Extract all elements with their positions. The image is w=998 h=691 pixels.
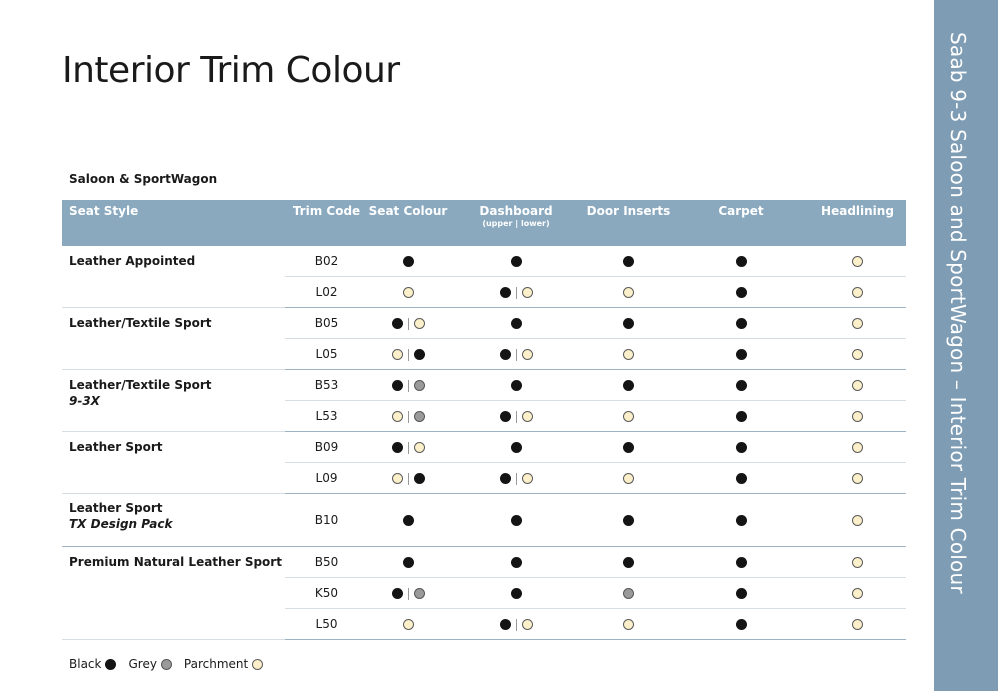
seat-colour-cell <box>368 432 448 463</box>
headlining-cell <box>809 547 906 578</box>
grey-dot-icon <box>414 411 425 422</box>
seat-style-cell <box>62 547 285 640</box>
carpet-cell <box>673 547 809 578</box>
seat-style-cell <box>62 494 285 547</box>
carpet-cell <box>673 609 809 640</box>
parchment-dot-icon <box>852 588 863 599</box>
parchment-dot-icon <box>852 380 863 391</box>
black-dot-icon <box>736 287 747 298</box>
headlining-cell <box>809 308 906 339</box>
seat-style-cell <box>62 308 285 370</box>
dashboard-cell <box>448 547 584 578</box>
seat-colour-cell <box>368 494 448 547</box>
seat-style-cell <box>62 370 285 432</box>
header-dashboard-sub: (upper | lower) <box>482 219 550 228</box>
black-dot-icon <box>736 557 747 568</box>
parchment-dot-icon <box>852 473 863 484</box>
trim-code-cell: L50 <box>285 609 368 640</box>
door-inserts-cell <box>584 308 673 339</box>
seat-style-subtitle: TX Design Pack <box>69 517 173 531</box>
header-seat-style: Seat Style <box>62 200 285 246</box>
grey-dot-icon <box>161 659 172 670</box>
dashboard-cell <box>448 432 584 463</box>
black-dot-icon <box>392 442 403 453</box>
door-inserts-cell <box>584 609 673 640</box>
black-dot-icon <box>736 588 747 599</box>
seat-style-name: Leather Sport <box>69 440 163 454</box>
carpet-cell <box>673 578 809 609</box>
parchment-dot-icon <box>852 287 863 298</box>
grey-dot-icon <box>414 380 425 391</box>
parchment-dot-icon <box>852 411 863 422</box>
headlining-cell <box>809 246 906 277</box>
parchment-dot-icon <box>522 349 533 360</box>
carpet-cell <box>673 277 809 308</box>
trim-code-cell: B05 <box>285 308 368 339</box>
parchment-dot-icon <box>403 619 414 630</box>
table-body <box>62 246 906 640</box>
trim-code-cell: L05 <box>285 339 368 370</box>
parchment-dot-icon <box>414 442 425 453</box>
black-dot-icon <box>736 473 747 484</box>
parchment-dot-icon <box>623 473 634 484</box>
divider <box>516 411 517 423</box>
parchment-dot-icon <box>623 349 634 360</box>
parchment-dot-icon <box>392 473 403 484</box>
dashboard-cell <box>448 494 584 547</box>
parchment-dot-icon <box>522 473 533 484</box>
seat-colour-cell <box>368 401 448 432</box>
divider <box>408 588 409 600</box>
door-inserts-cell <box>584 401 673 432</box>
seat-colour-cell <box>368 578 448 609</box>
header-trim-code: Trim Code <box>285 200 368 246</box>
legend-label: Parchment <box>183 657 249 671</box>
black-dot-icon <box>511 256 522 267</box>
trim-code-cell: L02 <box>285 277 368 308</box>
header-carpet: Carpet <box>673 200 809 246</box>
black-dot-icon <box>511 515 522 526</box>
parchment-dot-icon <box>852 557 863 568</box>
table-row <box>62 547 906 578</box>
seat-colour-cell <box>368 308 448 339</box>
carpet-cell <box>673 370 809 401</box>
parchment-dot-icon <box>852 442 863 453</box>
trim-code-cell: B02 <box>285 246 368 277</box>
door-inserts-cell <box>584 463 673 494</box>
header-dashboard-label: Dashboard <box>479 204 553 218</box>
carpet-cell <box>673 494 809 547</box>
table-row <box>62 308 906 339</box>
headlining-cell <box>809 277 906 308</box>
parchment-dot-icon <box>852 318 863 329</box>
black-dot-icon <box>403 515 414 526</box>
door-inserts-cell <box>584 578 673 609</box>
legend-item <box>184 657 263 671</box>
trim-code-cell: L09 <box>285 463 368 494</box>
seat-style-cell <box>62 246 285 308</box>
black-dot-icon <box>511 318 522 329</box>
black-dot-icon <box>736 349 747 360</box>
seat-style-cell <box>62 432 285 494</box>
sidebar-title: Saab 9-3 Saloon and SportWagon – Interior Trim Colour <box>946 32 970 594</box>
trim-code-cell: B50 <box>285 547 368 578</box>
seat-style-name: Leather/Textile Sport <box>69 378 212 392</box>
divider <box>408 473 409 485</box>
grey-dot-icon <box>623 588 634 599</box>
trim-code-cell: B10 <box>285 494 368 547</box>
seat-colour-cell <box>368 370 448 401</box>
black-dot-icon <box>736 442 747 453</box>
black-dot-icon <box>736 256 747 267</box>
divider <box>408 318 409 330</box>
seat-style-name: Premium Natural Leather Sport <box>69 555 282 569</box>
black-dot-icon <box>500 619 511 630</box>
headlining-cell <box>809 370 906 401</box>
black-dot-icon <box>736 411 747 422</box>
parchment-dot-icon <box>852 256 863 267</box>
parchment-dot-icon <box>392 411 403 422</box>
legend-label: Grey <box>128 657 157 671</box>
black-dot-icon <box>623 318 634 329</box>
seat-colour-cell <box>368 339 448 370</box>
dashboard-cell <box>448 339 584 370</box>
black-dot-icon <box>623 515 634 526</box>
trim-code-cell: L53 <box>285 401 368 432</box>
dashboard-cell <box>448 463 584 494</box>
parchment-dot-icon <box>414 318 425 329</box>
divider <box>516 287 517 299</box>
black-dot-icon <box>403 256 414 267</box>
black-dot-icon <box>392 380 403 391</box>
parchment-dot-icon <box>852 349 863 360</box>
black-dot-icon <box>511 442 522 453</box>
divider <box>408 442 409 454</box>
black-dot-icon <box>414 473 425 484</box>
black-dot-icon <box>392 588 403 599</box>
carpet-cell <box>673 432 809 463</box>
table-row <box>62 370 906 401</box>
seat-style-name: Leather Appointed <box>69 254 196 268</box>
legend-item <box>128 657 171 671</box>
seat-colour-cell <box>368 609 448 640</box>
divider <box>516 349 517 361</box>
black-dot-icon <box>511 588 522 599</box>
parchment-dot-icon <box>852 515 863 526</box>
trim-code-cell: B09 <box>285 432 368 463</box>
parchment-dot-icon <box>403 287 414 298</box>
carpet-cell <box>673 308 809 339</box>
carpet-cell <box>673 463 809 494</box>
page-title: Interior Trim Colour <box>62 50 400 91</box>
black-dot-icon <box>736 619 747 630</box>
parchment-dot-icon <box>522 287 533 298</box>
door-inserts-cell <box>584 339 673 370</box>
black-dot-icon <box>623 380 634 391</box>
parchment-dot-icon <box>623 619 634 630</box>
parchment-dot-icon <box>392 349 403 360</box>
door-inserts-cell <box>584 370 673 401</box>
legend-label: Black <box>69 657 102 671</box>
table-row <box>62 494 906 547</box>
door-inserts-cell <box>584 432 673 463</box>
black-dot-icon <box>736 380 747 391</box>
parchment-dot-icon <box>852 619 863 630</box>
door-inserts-cell <box>584 547 673 578</box>
carpet-cell <box>673 401 809 432</box>
parchment-dot-icon <box>623 287 634 298</box>
door-inserts-cell <box>584 246 673 277</box>
headlining-cell <box>809 494 906 547</box>
dashboard-cell <box>448 370 584 401</box>
black-dot-icon <box>392 318 403 329</box>
black-dot-icon <box>500 411 511 422</box>
headlining-cell <box>809 463 906 494</box>
header-seat-colour: Seat Colour <box>368 200 448 246</box>
black-dot-icon <box>414 349 425 360</box>
headlining-cell <box>809 401 906 432</box>
headlining-cell <box>809 578 906 609</box>
seat-style-name: Leather Sport <box>69 501 163 515</box>
table-row <box>62 432 906 463</box>
black-dot-icon <box>623 442 634 453</box>
black-dot-icon <box>736 515 747 526</box>
legend-item <box>69 657 116 671</box>
black-dot-icon <box>403 557 414 568</box>
headlining-cell <box>809 609 906 640</box>
seat-style-name: Leather/Textile Sport <box>69 316 212 330</box>
seat-colour-cell <box>368 547 448 578</box>
black-dot-icon <box>623 557 634 568</box>
table-header <box>62 200 906 246</box>
black-dot-icon <box>105 659 116 670</box>
black-dot-icon <box>500 473 511 484</box>
black-dot-icon <box>511 557 522 568</box>
headlining-cell <box>809 339 906 370</box>
colour-legend <box>69 657 275 671</box>
door-inserts-cell <box>584 494 673 547</box>
seat-colour-cell <box>368 463 448 494</box>
black-dot-icon <box>623 256 634 267</box>
dashboard-cell <box>448 246 584 277</box>
table-row <box>62 246 906 277</box>
divider <box>516 619 517 631</box>
header-door-inserts: Door Inserts <box>584 200 673 246</box>
dashboard-cell <box>448 609 584 640</box>
parchment-dot-icon <box>522 619 533 630</box>
carpet-cell <box>673 246 809 277</box>
grey-dot-icon <box>414 588 425 599</box>
black-dot-icon <box>500 287 511 298</box>
divider <box>408 349 409 361</box>
trim-code-cell: B53 <box>285 370 368 401</box>
dashboard-cell <box>448 277 584 308</box>
parchment-dot-icon <box>252 659 263 670</box>
header-dashboard <box>448 200 584 246</box>
dashboard-cell <box>448 308 584 339</box>
carpet-cell <box>673 339 809 370</box>
divider <box>408 380 409 392</box>
seat-colour-cell <box>368 246 448 277</box>
dashboard-cell <box>448 401 584 432</box>
black-dot-icon <box>500 349 511 360</box>
divider <box>408 411 409 423</box>
headlining-cell <box>809 432 906 463</box>
parchment-dot-icon <box>522 411 533 422</box>
black-dot-icon <box>736 318 747 329</box>
black-dot-icon <box>511 380 522 391</box>
trim-table <box>62 200 906 640</box>
header-headlining: Headlining <box>809 200 906 246</box>
trim-code-cell: K50 <box>285 578 368 609</box>
door-inserts-cell <box>584 277 673 308</box>
parchment-dot-icon <box>623 411 634 422</box>
seat-colour-cell <box>368 277 448 308</box>
dashboard-cell <box>448 578 584 609</box>
section-label: Saloon & SportWagon <box>69 172 218 186</box>
divider <box>516 473 517 485</box>
seat-style-subtitle: 9-3X <box>69 394 100 408</box>
